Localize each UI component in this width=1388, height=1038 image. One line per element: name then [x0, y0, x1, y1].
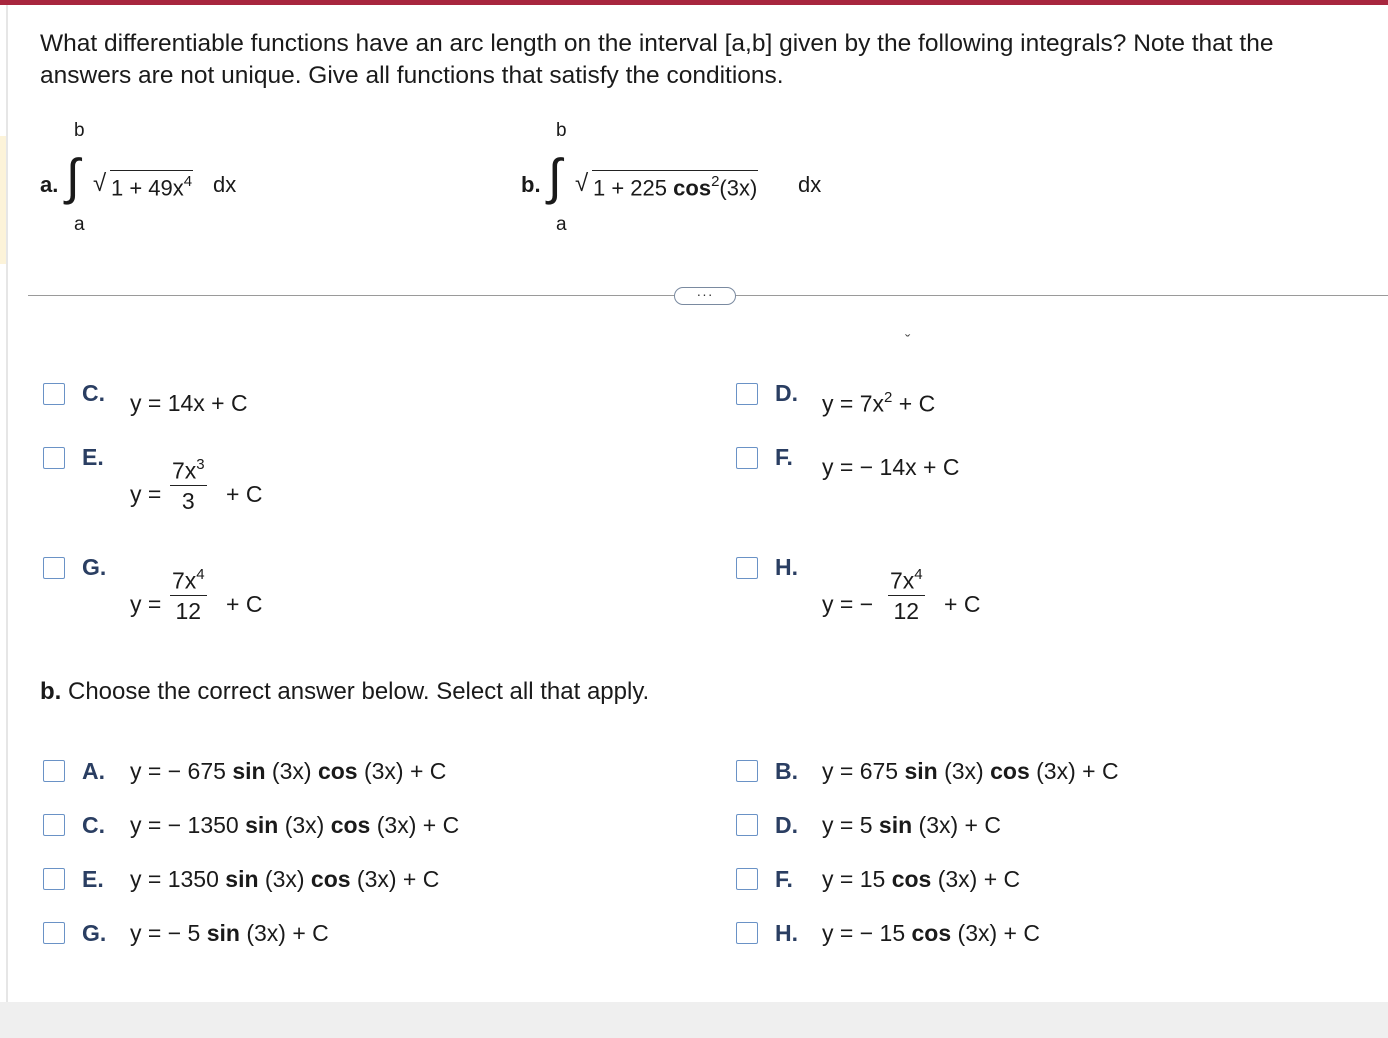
checkbox[interactable]	[736, 760, 758, 782]
checkbox[interactable]	[43, 557, 65, 579]
option-fraction: $\frac{7x^3}{3}$	[170, 452, 207, 515]
left-border	[6, 5, 8, 1002]
top-accent-bar	[0, 0, 1388, 5]
integral-a-radicand: $1 + 49x^4$	[110, 170, 193, 200]
option-y-label: y =	[130, 481, 162, 507]
integral-sign-icon: ∫	[548, 149, 562, 205]
option-y-label: y =	[130, 591, 162, 617]
option-letter: H.	[775, 920, 798, 946]
integral-a-upper-limit: b	[74, 120, 85, 141]
checkbox[interactable]	[736, 868, 758, 890]
partial-caret-icon: ˇ	[905, 333, 911, 350]
option-letter: C.	[82, 380, 105, 406]
option-fraction: $\frac{7x^4}{12}$	[888, 562, 925, 625]
option-letter: F.	[775, 444, 793, 470]
sqrt-icon: √	[575, 170, 589, 197]
sqrt-icon: √	[93, 170, 107, 197]
option-expression: y = 1350 sin (3x) cos (3x) + C	[130, 866, 440, 892]
option-constant: + C	[226, 591, 263, 617]
option-letter: E.	[82, 866, 104, 892]
checkbox[interactable]	[43, 760, 65, 782]
option-constant: + C	[944, 591, 981, 617]
checkbox[interactable]	[736, 447, 758, 469]
option-letter: D.	[775, 380, 798, 406]
option-letter: D.	[775, 812, 798, 838]
integral-b-radicand: 1 + 225 $\cos^2(3x)$	[592, 170, 758, 200]
option-letter: B.	[775, 758, 798, 784]
option-letter: H.	[775, 554, 798, 580]
checkbox[interactable]	[736, 557, 758, 579]
checkbox[interactable]	[43, 868, 65, 890]
expand-more-button[interactable]: ···	[674, 287, 736, 305]
checkbox[interactable]	[43, 447, 65, 469]
option-letter: C.	[82, 812, 105, 838]
integral-a-label: a.	[40, 172, 59, 197]
checkbox[interactable]	[736, 922, 758, 944]
option-expression: y = 5 sin (3x) + C	[822, 812, 1001, 838]
option-expression: y = 675 sin (3x) cos (3x) + C	[822, 758, 1119, 784]
integral-sign-icon: ∫	[66, 149, 80, 205]
integral-b-dx: dx	[798, 172, 822, 197]
option-letter: G.	[82, 920, 107, 946]
option-expression: y = − 675 sin (3x) cos (3x) + C	[130, 758, 447, 784]
checkbox[interactable]	[43, 922, 65, 944]
option-expression: y = − 1350 sin (3x) cos (3x) + C	[130, 812, 460, 838]
question-marker	[0, 136, 6, 264]
option-fraction: $\frac{7x^4}{12}$	[170, 562, 207, 625]
option-expression: y = − 14x + C	[822, 454, 960, 480]
checkbox[interactable]	[43, 814, 65, 836]
option-expression: y = 14x + C	[130, 390, 248, 416]
integral-a-dx: dx	[213, 172, 237, 197]
checkbox[interactable]	[43, 383, 65, 405]
section-b-prompt: b. Choose the correct answer below. Select all that apply.	[40, 678, 650, 705]
option-letter: G.	[82, 554, 107, 580]
option-letter: E.	[82, 444, 104, 470]
option-expression: y = − 5 sin (3x) + C	[130, 920, 329, 946]
bottom-band	[0, 1002, 1388, 1038]
checkbox[interactable]	[736, 814, 758, 836]
checkbox[interactable]	[736, 383, 758, 405]
option-letter: A.	[82, 758, 105, 784]
integral-b-upper-limit: b	[556, 120, 567, 141]
integral-b-label: b.	[521, 172, 541, 197]
option-expression: y = − 15 cos (3x) + C	[822, 920, 1040, 946]
question-text: What differentiable functions have an arc length on the interval [a,b] given by the following integrals? Note that the answers are not unique. Give all functions that satisfy the conditions.	[40, 30, 1274, 89]
option-expression: $y = 7x^2 + C$	[822, 389, 936, 417]
option-y-label: y = −	[822, 591, 874, 617]
option-expression: y = 15 cos (3x) + C	[822, 866, 1021, 892]
integral-b-lower-limit: a	[556, 214, 567, 235]
option-letter: F.	[775, 866, 793, 892]
integral-a-lower-limit: a	[74, 214, 85, 235]
option-constant: + C	[226, 481, 263, 507]
